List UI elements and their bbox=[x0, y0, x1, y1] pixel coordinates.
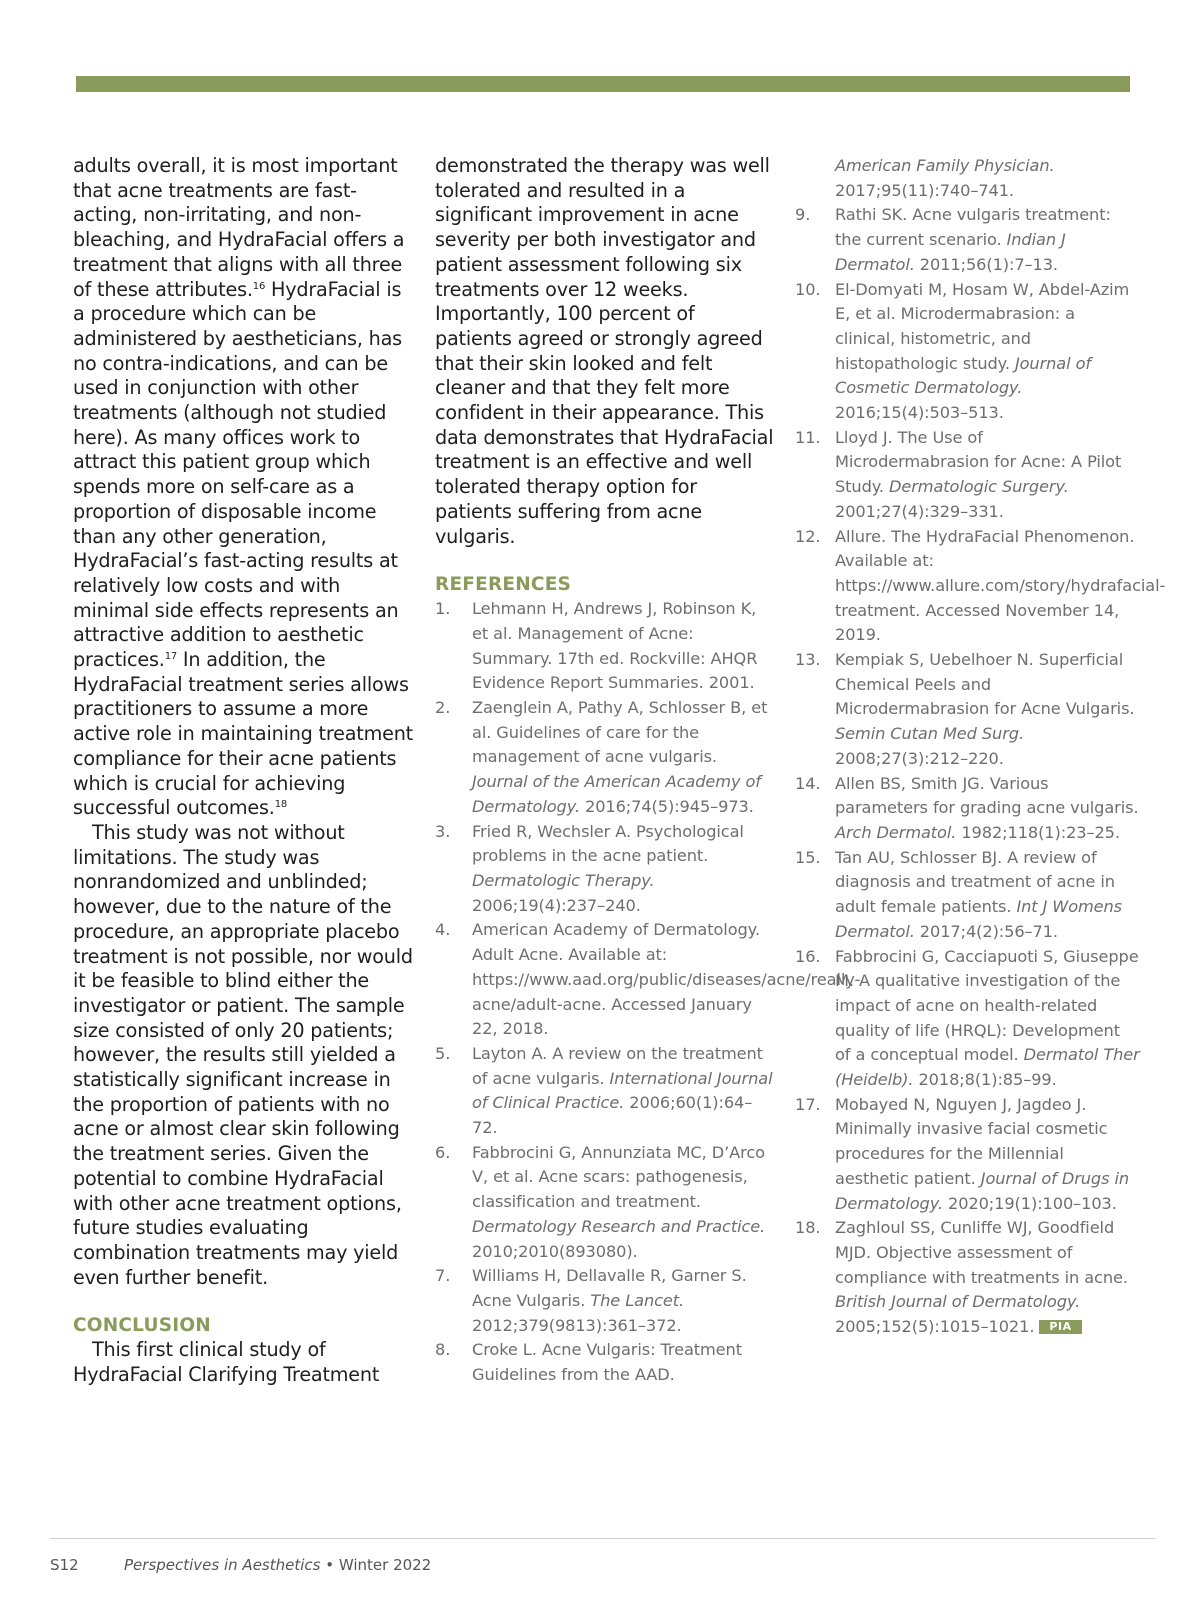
reference-text: Tan AU, Schlosser BJ. A review of diagnosis and treatment of acne in adult female patients. bbox=[835, 847, 1115, 917]
reference-item bbox=[435, 1338, 775, 1387]
header-accent-bar bbox=[76, 76, 1130, 92]
reference-number: 12. bbox=[795, 526, 821, 546]
reference-journal: Journal of the American Academy of Dermatology. bbox=[472, 772, 761, 816]
reference-journal: Int J Womens Dermatol. bbox=[835, 897, 1123, 941]
reference-text: Kempiak S, Uebelhoer N. Superficial Chemical Peels and Microdermabrasion for Acne Vulgaris. bbox=[835, 650, 1135, 719]
reference-number: 11. bbox=[795, 427, 821, 447]
reference-item bbox=[435, 597, 775, 696]
reference-journal: Dermatol Ther (Heidelb). bbox=[835, 1045, 1140, 1090]
end-of-article-badge: PIA bbox=[1039, 1320, 1081, 1334]
references-column bbox=[795, 154, 1166, 1340]
reference-journal: Semin Cutan Med Surg. bbox=[835, 724, 1024, 744]
reference-text: Lloyd J. The Use of Microdermabrasion for Acne: A Pilot Study. bbox=[835, 427, 1122, 497]
citation-superscript: 17 bbox=[164, 651, 178, 663]
reference-text: Zaenglein A, Pathy A, Schlosser B, et al. Guidelines of care for the management of acne vulgaris. bbox=[472, 698, 768, 767]
reference-citation: 2020;19(1):100–103. bbox=[942, 1193, 1117, 1213]
page-number: S12 bbox=[50, 1556, 79, 1574]
reference-item bbox=[795, 1216, 1140, 1340]
page-footer bbox=[50, 1556, 431, 1574]
body-column-1 bbox=[73, 154, 413, 1388]
footer-rule bbox=[50, 1538, 1156, 1539]
reference-number: 10. bbox=[795, 279, 821, 299]
reference-text: Lehmann H, Andrews J, Robinson K, et al. Management of Acne: Summary. 17th ed. Rockville: AHQR Evidence Report Summaries. 2001. bbox=[472, 599, 758, 693]
reference-text: Rathi SK. Acne vulgaris treatment: the current scenario. bbox=[835, 205, 1111, 250]
citation-superscript: 16 bbox=[252, 280, 266, 292]
reference-number: 7. bbox=[435, 1266, 451, 1286]
reference-item bbox=[795, 846, 1140, 945]
reference-item bbox=[435, 1042, 775, 1141]
reference-text: Allure. The HydraFacial Phenomenon. Available at: https://www.allure.com/story/hydrafacial-treatment. Accessed November 14, 2019. bbox=[835, 526, 1166, 645]
reference-number: 6. bbox=[435, 1142, 451, 1162]
reference-number: 2. bbox=[435, 698, 451, 718]
reference-journal: The Lancet. bbox=[590, 1290, 685, 1310]
reference-list bbox=[795, 203, 1166, 1339]
body-paragraph: This first clinical study of HydraFacial Clarifying Treatment bbox=[73, 1338, 380, 1387]
reference-citation: 2016;15(4):503–513. bbox=[835, 403, 1004, 423]
reference-number: 3. bbox=[435, 821, 451, 841]
reference-text: Mobayed N, Nguyen J, Jagdeo J. Minimally invasive facial cosmetic procedures for the Millennial aesthetic patient. bbox=[835, 1094, 1108, 1188]
issue-date: Winter 2022 bbox=[338, 1556, 432, 1574]
reference-continuation: American Family Physician. 2017;95(11):740–741. bbox=[835, 156, 1055, 200]
reference-text: El-Domyati M, Hosam W, Abdel-Azim E, et al. Microdermabrasion: a clinical, histometric, and histopathologic study. bbox=[835, 279, 1130, 373]
reference-citation: 2016;74(5):945–973. bbox=[579, 796, 754, 816]
reference-journal: Arch Dermatol. bbox=[835, 822, 957, 842]
reference-item bbox=[795, 278, 1140, 426]
reference-number: 13. bbox=[795, 650, 821, 670]
reference-item bbox=[795, 426, 1140, 525]
reference-journal: Indian J Dermatol. bbox=[835, 230, 1066, 274]
citation-superscript: 18 bbox=[274, 799, 288, 811]
reference-text: Fabbrocini G, Cacciapuoti S, Giuseppe M. A qualitative investigation of the impact of acne on health-related quality of life (HRQL): Development of a conceptual model. bbox=[835, 946, 1139, 1065]
reference-number: 16. bbox=[795, 946, 821, 966]
reference-text: American Academy of Dermatology. Adult Acne. Available at: https://www.aad.org/public/diseases/acne/really-acne/adult-acne. Accessed January 22, 2018. bbox=[472, 920, 861, 1039]
reference-citation: 2001;27(4):329–331. bbox=[835, 501, 1004, 521]
reference-item bbox=[435, 1264, 775, 1338]
reference-item bbox=[795, 648, 1140, 772]
reference-journal: Journal of Drugs in Dermatology. bbox=[835, 1168, 1130, 1213]
reference-journal: British Journal of Dermatology. bbox=[835, 1292, 1081, 1312]
reference-number: 17. bbox=[795, 1094, 821, 1114]
reference-item bbox=[795, 1093, 1140, 1217]
reference-item bbox=[795, 203, 1140, 277]
reference-journal: Dermatologic Surgery. bbox=[889, 477, 1069, 497]
reference-journal: International Journal of Clinical Practice. bbox=[472, 1068, 773, 1113]
reference-citation: 2010;2010(893080). bbox=[472, 1241, 638, 1261]
reference-number: 9. bbox=[795, 205, 811, 225]
reference-citation: 2018;8(1):85–99. bbox=[913, 1070, 1057, 1090]
reference-number: 14. bbox=[795, 773, 821, 793]
reference-number: 1. bbox=[435, 599, 451, 619]
reference-text: Allen BS, Smith JG. Various parameters for grading acne vulgaris. bbox=[835, 773, 1139, 818]
reference-text: Fabbrocini G, Annunziata MC, D’Arco V, et al. Acne scars: pathogenesis, classification and treatment. bbox=[472, 1142, 765, 1212]
reference-citation: 2011;56(1):7–13. bbox=[914, 254, 1058, 274]
body-paragraph: demonstrated the therapy was well tolerated and resulted in a significant improvement in acne severity per both investigator and patient assessment following six treatments over 12 weeks. Importantly, 100 percent of patients agreed or strongly agreed that their skin looked and felt cleaner and that they felt more confident in their appearance. This data demonstrates that HydraFacial treatment is an effective and well tolerated therapy option for patients suffering from acne vulgaris. bbox=[435, 154, 774, 548]
reference-citation: 2008;27(3):212–220. bbox=[835, 748, 1004, 768]
reference-journal: Dermatology Research and Practice. bbox=[472, 1216, 766, 1236]
reference-journal: Dermatologic Therapy. bbox=[472, 870, 655, 890]
reference-citation: 2012;379(9813):361–372. bbox=[472, 1315, 682, 1335]
reference-citation: 1982;118(1):23–25. bbox=[956, 822, 1120, 842]
reference-item bbox=[795, 945, 1140, 1093]
reference-item bbox=[795, 772, 1140, 846]
reference-citation: 2017;4(2):56–71. bbox=[914, 921, 1058, 941]
reference-citation: 2006;19(4):237–240. bbox=[472, 895, 641, 915]
reference-journal: Journal of Cosmetic Dermatology. bbox=[835, 353, 1091, 398]
footer-separator: • bbox=[320, 1556, 339, 1574]
reference-item bbox=[795, 525, 1166, 649]
reference-text: Williams H, Dellavalle R, Garner S. Acne Vulgaris. bbox=[472, 1266, 747, 1310]
reference-number: 18. bbox=[795, 1218, 821, 1238]
reference-item bbox=[435, 1141, 775, 1265]
reference-number: 5. bbox=[435, 1043, 451, 1063]
journal-name: Perspectives in Aesthetics bbox=[124, 1556, 321, 1574]
body-paragraph: adults overall, it is most important that acne treatments are fast-acting, non-irritating, and non-bleaching, and HydraFacial offers a treatment that aligns with all three of these attributes.$^{16}$ HydraFacial is a procedure which can be administered by aestheticians, has no contra-indications, and can be used in conjunction with other treatments (although not studied here). As many offices work to attract this patient group which spends more on self-care as a proportion of disposable income than any other generation, HydraFacial’s fast-acting results at relatively low costs and with minimal side effects represents an attractive addition to aesthetic practices.$^{17}$ In addition, the HydraFacial treatment series allows practitioners to assume a more active role in maintaining treatment compliance for their acne patients which is crucial for achieving successful outcomes.$^{18}$ bbox=[73, 154, 413, 820]
reference-number: 4. bbox=[435, 920, 451, 940]
reference-text: Zaghloul SS, Cunliffe WJ, Goodfield MJD. Objective assessment of compliance with treatments in acne. bbox=[835, 1218, 1128, 1287]
reference-number: 8. bbox=[435, 1340, 451, 1360]
references-heading: REFERENCES bbox=[435, 574, 572, 596]
reference-text: Layton A. A review on the treatment of acne vulgaris. bbox=[472, 1043, 763, 1088]
body-paragraph: This study was not without limitations. The study was nonrandomized and unblinded; however, due to the nature of the procedure, an appropriate placebo treatment is not possible, nor would it be feasible to blind either the investigator or patient. The sample size consisted of only 20 patients; however, the results still yielded a statistically significant increase in the proportion of patients with no acne or almost clear skin following the treatment series. Given the potential to combine HydraFacial with other acne treatment options, future studies evaluating combination treatments may yield even further benefit. bbox=[73, 820, 413, 1289]
reference-text: Fried R, Wechsler A. Psychological problems in the acne patient. bbox=[472, 821, 744, 866]
reference-text: Croke L. Acne Vulgaris: Treatment Guidelines from the AAD. bbox=[472, 1340, 742, 1385]
reference-citation: 2005;152(5):1015–1021. bbox=[835, 1317, 1040, 1337]
reference-number: 15. bbox=[795, 847, 821, 867]
reference-item bbox=[435, 820, 775, 919]
reference-citation: 2006;60(1):64–72. bbox=[472, 1093, 753, 1138]
conclusion-heading: CONCLUSION bbox=[73, 1315, 211, 1337]
reference-item bbox=[435, 696, 775, 820]
